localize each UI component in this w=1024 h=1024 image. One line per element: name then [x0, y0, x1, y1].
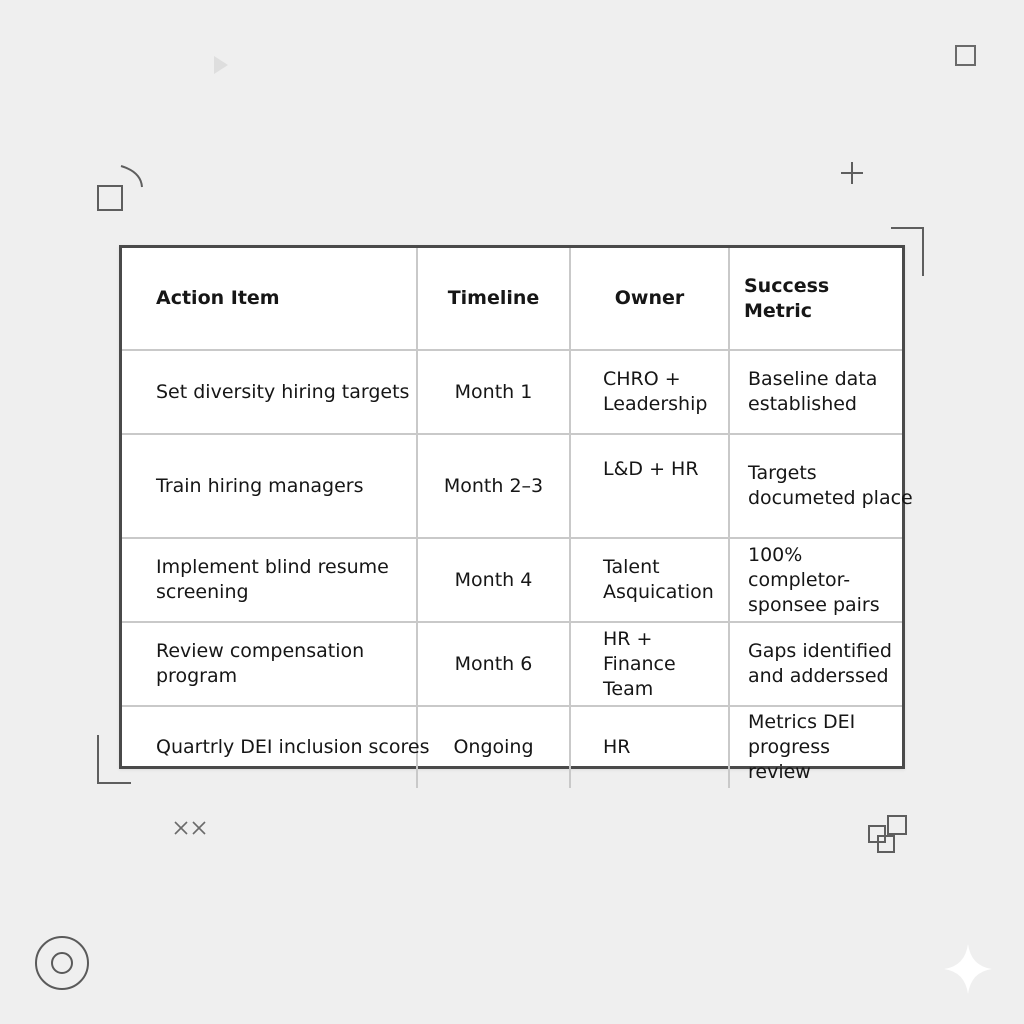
owner-cell	[570, 350, 729, 434]
action-item-text: Implement blind resume screening	[156, 556, 389, 603]
table-row	[122, 706, 902, 788]
owner-cell	[570, 538, 729, 622]
owner-cell	[570, 622, 729, 706]
action-item-text: Train hiring managers	[156, 474, 364, 497]
table-row	[122, 350, 902, 434]
success-metric-cell	[729, 350, 902, 434]
owner-text: CHRO + Leadership	[603, 368, 708, 415]
success-metric-text: Metrics DEI progress review	[748, 711, 856, 783]
double-x-icon	[175, 822, 205, 834]
column-header-action-item: Action Item	[122, 248, 417, 350]
table-row	[122, 538, 902, 622]
table-header-row	[122, 248, 902, 350]
column-header-timeline: Timeline	[417, 248, 570, 350]
owner-text: Talent Asquication	[603, 556, 714, 603]
owner-cell	[570, 434, 729, 538]
column-header-success-metric: Success Metric	[729, 248, 902, 350]
plus-icon	[841, 162, 863, 184]
table-row	[122, 434, 902, 538]
owner-text: L&D + HR	[603, 458, 699, 480]
owner-text: HR + Finance Team	[603, 627, 676, 700]
sparkle-icon	[944, 944, 992, 994]
action-item-cell	[122, 706, 430, 788]
action-plan-table	[122, 248, 913, 788]
stacked-squares-icon	[869, 816, 906, 852]
success-metric-cell	[729, 434, 913, 538]
action-item-cell	[122, 538, 417, 622]
timeline-cell	[417, 538, 570, 622]
timeline-text: Month 4	[454, 568, 533, 591]
timeline-cell	[417, 622, 570, 706]
timeline-text: Month 6	[454, 652, 533, 675]
target-circle-icon	[36, 937, 88, 989]
action-item-cell	[122, 622, 417, 706]
timeline-cell	[417, 434, 570, 538]
action-item-text: Review compensation program	[156, 640, 365, 687]
action-item-cell	[122, 434, 417, 538]
action-item-cell	[122, 350, 417, 434]
success-metric-cell	[729, 622, 902, 706]
timeline-text: Ongoing	[453, 736, 534, 758]
square-outline-icon	[956, 46, 975, 65]
action-plan-table-frame	[119, 245, 913, 783]
column-header-owner: Owner	[570, 248, 729, 350]
timeline-cell	[417, 350, 570, 434]
success-metric-text: Gaps identified and adderssed	[748, 640, 892, 687]
arc-square-icon	[98, 166, 142, 210]
owner-cell	[570, 706, 729, 788]
timeline-cell	[417, 706, 570, 788]
success-metric-text: 100% completor-sponsee pairs	[748, 543, 880, 616]
success-metric-cell	[729, 538, 902, 622]
timeline-text: Month 1	[454, 380, 533, 403]
table-row	[122, 622, 902, 706]
timeline-text: Month 2–3	[443, 474, 544, 497]
success-metric-text: Baseline data established	[748, 368, 878, 415]
success-metric-text: Targets documeted place	[748, 462, 913, 509]
play-triangle-icon	[214, 56, 228, 74]
action-item-text: Set diversity hiring targets	[156, 380, 410, 403]
action-item-text: Quartrly DEI inclusion scores	[156, 736, 430, 758]
owner-text: HR	[603, 736, 631, 758]
success-metric-cell	[729, 706, 902, 788]
